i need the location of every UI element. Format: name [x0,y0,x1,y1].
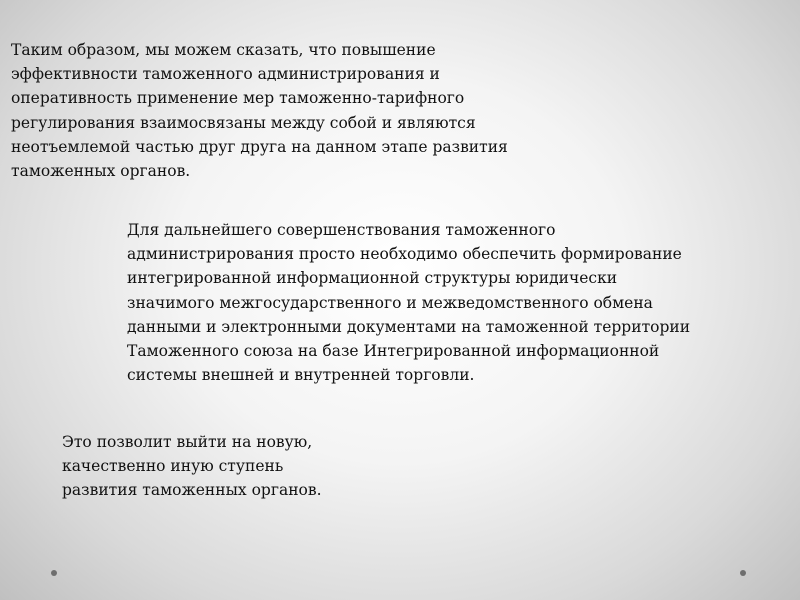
paragraph-line: Таким образом, мы можем сказать, что повышение [11,41,436,59]
decorative-dot-right [740,570,746,576]
paragraph-conclusion [11,38,508,183]
paragraph-line: неотъемлемой частью друг друга на данном этапе развития [11,137,508,156]
decorative-dot-left [51,570,57,576]
paragraph-line: значимого межгосударственного и межведомственного обмена [127,293,653,312]
paragraph-line: данными и электронными документами на таможенной территории [127,317,691,336]
paragraph-line: Это позволит выйти на новую, [62,433,313,451]
paragraph-line: развития таможенных органов. [62,481,322,500]
paragraph-line: Для дальнейшего совершенствования таможенного [127,221,556,239]
paragraph-line: таможенных органов. [11,162,191,181]
paragraph-line: качественно иную ступень [62,457,284,476]
paragraph-improvement [127,218,690,387]
paragraph-line: регулирования взаимосвязаны между собой и являются [11,113,476,132]
paragraph-line: эффективности таможенного администрирования и [11,65,440,84]
paragraph-line: Таможенного союза на базе Интегрированной информационной [127,342,660,361]
paragraph-line: оперативность применение мер таможенно-тарифного [11,89,465,108]
paragraph-outcome [62,430,322,503]
paragraph-line: интегрированной информационной структуры юридически [127,269,618,288]
paragraph-line: системы внешней и внутренней торговли. [127,366,475,385]
paragraph-line: администрирования просто необходимо обеспечить формирование [127,245,682,264]
